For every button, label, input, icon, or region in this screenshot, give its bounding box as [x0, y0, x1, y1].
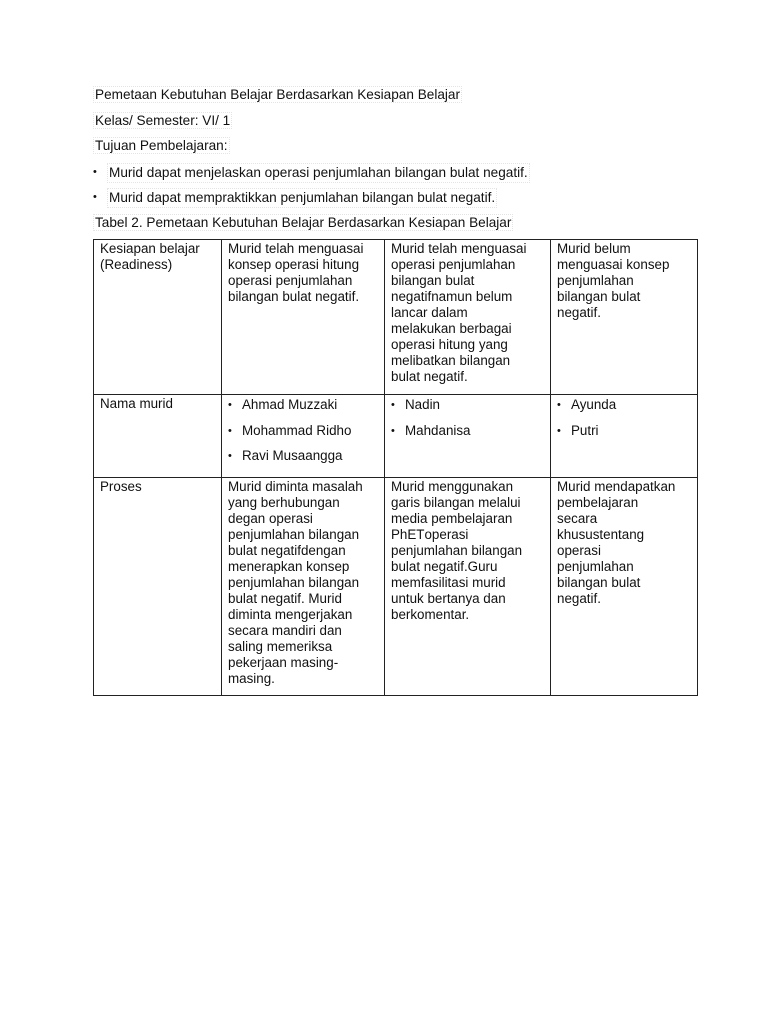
readiness-cell-3: Murid belum menguasai konsep penjumlahan bilangan bulat negatif.	[551, 240, 698, 395]
row-label-process: Proses	[94, 477, 222, 695]
names-cell-3	[551, 395, 698, 478]
list-item: • Ahmad Muzzaki	[228, 396, 378, 422]
bullet-icon: •	[557, 399, 561, 411]
bullet-icon: •	[228, 424, 232, 437]
class-semester: Kelas/ Semester: VI/ 1	[95, 112, 231, 128]
bullet-icon: •	[228, 450, 232, 463]
readiness-mapping-table	[93, 239, 698, 696]
bullet-icon: •	[228, 399, 232, 411]
table-row-names	[94, 395, 698, 478]
list-item: • Ravi Musaangga	[228, 447, 378, 473]
document-header	[93, 86, 697, 240]
bullet-icon: •	[557, 424, 561, 437]
list-item: • Mahdanisa	[391, 422, 544, 448]
names-cell-2	[385, 395, 551, 478]
document-title: Pemetaan Kebutuhan Belajar Berdasarkan Kesiapan Belajar	[95, 87, 461, 102]
process-cell-1: Murid diminta masalah yang berhubungan degan operasi penjumlahan bilangan bulat negatifdengan menerapkan konsep penjumlahan bilangan bulat negatif. Murid diminta mengerjakan secara mandiri dan saling memeriksa pekerjaan masing- masing.	[222, 477, 385, 695]
table-row-readiness	[94, 240, 698, 395]
objectives-heading: Tujuan Pembelajaran:	[95, 138, 228, 154]
objective-item: • Murid dapat menjelaskan operasi penjumlahan bilangan bulat negatif.	[93, 163, 697, 189]
list-item: • Putri	[557, 422, 691, 448]
bullet-icon: •	[391, 424, 395, 437]
names-cell-1	[222, 395, 385, 478]
row-label-names: Nama murid	[94, 395, 222, 478]
bullet-icon: •	[93, 165, 97, 178]
readiness-cell-1: Murid telah menguasai konsep operasi hitung operasi penjumlahan bilangan bulat negatif.	[222, 240, 385, 395]
row-label-readiness: Kesiapan belajar (Readiness)	[94, 240, 222, 395]
table-caption: Tabel 2. Pemetaan Kebutuhan Belajar Berdasarkan Kesiapan Belajar	[95, 214, 512, 230]
process-cell-3: Murid mendapatkan pembelajaran secara khusustentang operasi penjumlahan bilangan bulat negatif.	[551, 477, 698, 695]
list-item: • Ayunda	[557, 396, 691, 422]
readiness-cell-2: Murid telah menguasai operasi penjumlahan bilangan bulat negatifnamun belum lancar dalam melakukan berbagai operasi hitung yang melibatkan bilangan bulat negatif.	[385, 240, 551, 395]
list-item: • Mohammad Ridho	[228, 422, 378, 448]
list-item: • Nadin	[391, 396, 544, 422]
table-row-process	[94, 477, 698, 695]
objective-item: • Murid dapat mempraktikkan penjumlahan bilangan bulat negatif.	[93, 188, 697, 214]
bullet-icon: •	[391, 399, 395, 411]
bullet-icon: •	[93, 191, 97, 204]
process-cell-2: Murid menggunakan garis bilangan melalui media pembelajaran PhETоperasi penjumlahan bilangan bulat negatif.Guru memfasilitasi murid untuk bertanya dan berkomentar.	[385, 477, 551, 695]
